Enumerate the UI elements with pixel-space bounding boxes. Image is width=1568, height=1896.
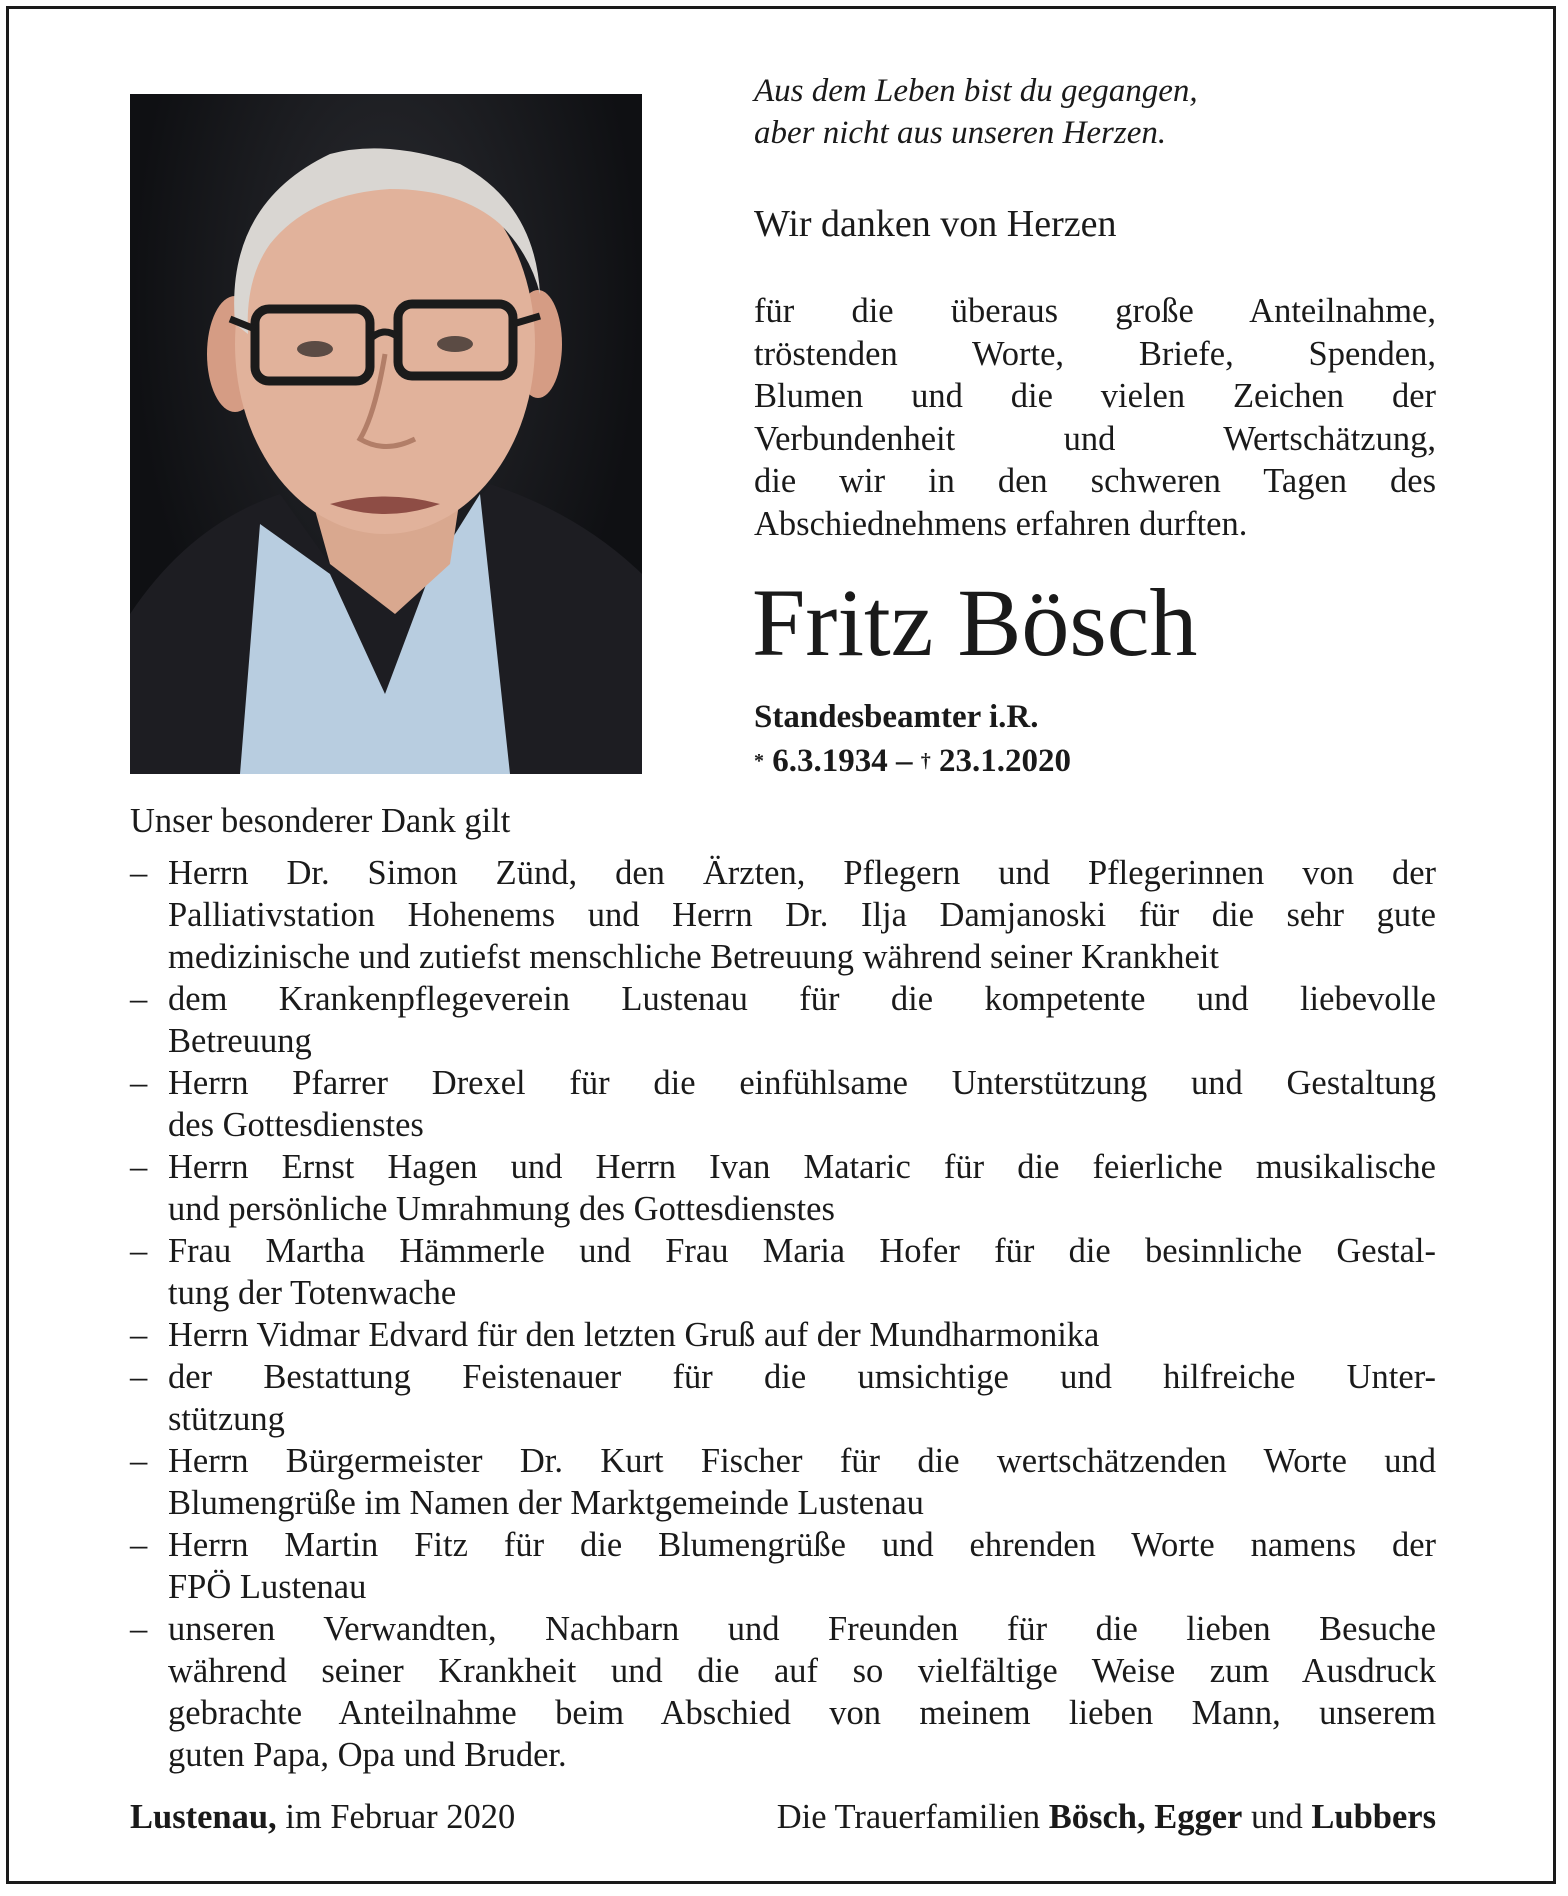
quote-line-2: aber nicht aus unseren Herzen. xyxy=(754,115,1167,151)
thanks-list-item xyxy=(130,978,1436,1062)
special-thanks-intro: Unser besonderer Dank gilt xyxy=(130,802,511,840)
thanks-list-item xyxy=(130,1608,1436,1776)
family-name-3: Lubbers xyxy=(1311,1798,1436,1836)
thanks-list-item xyxy=(130,1146,1436,1230)
place-name: Lustenau, xyxy=(130,1798,277,1836)
thanks-item-line: dem Krankenpflegeverein Lustenau für die kompetente und liebevolle xyxy=(168,980,1436,1018)
thanks-item-line: Herrn Dr. Simon Zünd, den Ärzten, Pflegern und Pflegerinnen von der xyxy=(168,854,1436,892)
thanks-line: für die überaus große Anteilnahme, xyxy=(754,292,1436,330)
thanks-item-line: tung der Totenwache xyxy=(168,1274,457,1312)
thanks-item-line: FPÖ Lustenau xyxy=(168,1568,367,1606)
thanks-list-item xyxy=(130,1230,1436,1314)
thanks-list-item xyxy=(130,1524,1436,1608)
thanks-list-item xyxy=(130,1062,1436,1146)
special-thanks-list xyxy=(130,852,1436,1776)
thanks-item-line: und persönliche Umrahmung des Gottesdienstes xyxy=(168,1190,835,1228)
thanks-item-line: Palliativstation Hohenems und Herrn Dr. Ilja Damjanoski für die sehr gute xyxy=(168,896,1436,934)
date-separator: – xyxy=(887,743,921,779)
list-dash: – xyxy=(130,1316,148,1354)
thanks-item-line: Frau Martha Hämmerle und Frau Maria Hofer für die besinnliche Gestal- xyxy=(168,1232,1436,1270)
list-dash: – xyxy=(130,1526,148,1564)
family-name-2: Egger xyxy=(1145,1798,1243,1836)
thanks-item-line: Herrn Bürgermeister Dr. Kurt Fischer für die wertschätzenden Worte und xyxy=(168,1442,1436,1480)
families-and: und xyxy=(1242,1798,1312,1836)
thanks-item-line: Herrn Martin Fitz für die Blumengrüße und ehrenden Worte namens der xyxy=(168,1526,1436,1564)
life-dates xyxy=(754,740,1444,782)
thanks-item-line: medizinische und zutiefst menschliche Betreuung während seiner Krankheit xyxy=(168,938,1219,976)
thanks-heading: Wir danken von Herzen xyxy=(754,203,1117,245)
birth-symbol: * xyxy=(754,750,764,772)
thanks-list-item xyxy=(130,852,1436,978)
thanks-list-item xyxy=(130,1356,1436,1440)
list-dash: – xyxy=(130,1610,148,1648)
portrait-photo xyxy=(130,94,642,774)
thanks-line: Blumen und die vielen Zeichen der xyxy=(754,377,1436,415)
death-date: 23.1.2020 xyxy=(939,743,1071,779)
list-dash: – xyxy=(130,980,148,1018)
thanks-paragraph xyxy=(754,290,1436,545)
quote-line-1: Aus dem Leben bist du gegangen, xyxy=(754,73,1198,109)
thanks-list-item xyxy=(130,1314,1436,1356)
left-eye xyxy=(297,341,333,357)
list-dash: – xyxy=(130,1232,148,1270)
thanks-item-line: der Bestattung Feistenauer für die umsichtige und hilfreiche Unter- xyxy=(168,1358,1436,1396)
thanks-item-line: Herrn Vidmar Edvard für den letzten Gruß auf der Mundharmonika xyxy=(168,1316,1100,1354)
thanks-item-line: während seiner Krankheit und die auf so vielfältige Weise zum Ausdruck xyxy=(168,1652,1436,1690)
thanks-line: tröstenden Worte, Briefe, Spenden, xyxy=(754,334,1436,373)
list-dash: – xyxy=(130,854,148,892)
thanks-item-line: stützung xyxy=(168,1400,285,1438)
thanks-item-line: Betreuung xyxy=(168,1022,312,1060)
thanks-item-line: guten Papa, Opa und Bruder. xyxy=(168,1736,567,1774)
thanks-line: die wir in den schweren Tagen des xyxy=(754,462,1436,500)
list-dash: – xyxy=(130,1442,148,1480)
list-dash: – xyxy=(130,1358,148,1396)
right-eye xyxy=(437,336,473,352)
thanks-item-line: des Gottesdienstes xyxy=(168,1106,424,1144)
family-name-1: Bösch, xyxy=(1048,1798,1146,1836)
thanks-item-line: Herrn Ernst Hagen und Herrn Ivan Mataric für die feierliche musikalische xyxy=(168,1148,1436,1186)
thanks-line: Abschiednehmens erfahren durften. xyxy=(754,504,1248,543)
thanks-item-line: unseren Verwandten, Nachbarn und Freunden für die lieben Besuche xyxy=(168,1610,1436,1648)
thanks-item-line: gebrachte Anteilnahme beim Abschied von meinem lieben Mann, unserem xyxy=(168,1694,1436,1732)
list-dash: – xyxy=(130,1148,148,1186)
deceased-profession: Standesbeamter i.R. xyxy=(754,699,1039,735)
death-symbol: † xyxy=(920,750,931,772)
portrait-illustration xyxy=(130,94,642,774)
birth-date: 6.3.1934 xyxy=(772,743,888,779)
list-dash: – xyxy=(130,1064,148,1102)
signature-date: im Februar 2020 xyxy=(276,1798,516,1836)
signature-line xyxy=(130,1796,1436,1838)
deceased-name: Fritz Bösch xyxy=(752,569,1198,676)
families-prefix: Die Trauerfamilien xyxy=(776,1798,1049,1836)
thanks-line: Verbundenheit und Wertschätzung, xyxy=(754,419,1436,458)
memorial-quote xyxy=(754,70,1434,154)
thanks-item-line: Blumengrüße im Namen der Marktgemeinde Lustenau xyxy=(168,1484,924,1522)
families-signature xyxy=(777,1796,1436,1838)
thanks-list-item xyxy=(130,1440,1436,1524)
thanks-item-line: Herrn Pfarrer Drexel für die einfühlsame Unterstützung und Gestaltung xyxy=(168,1064,1436,1102)
